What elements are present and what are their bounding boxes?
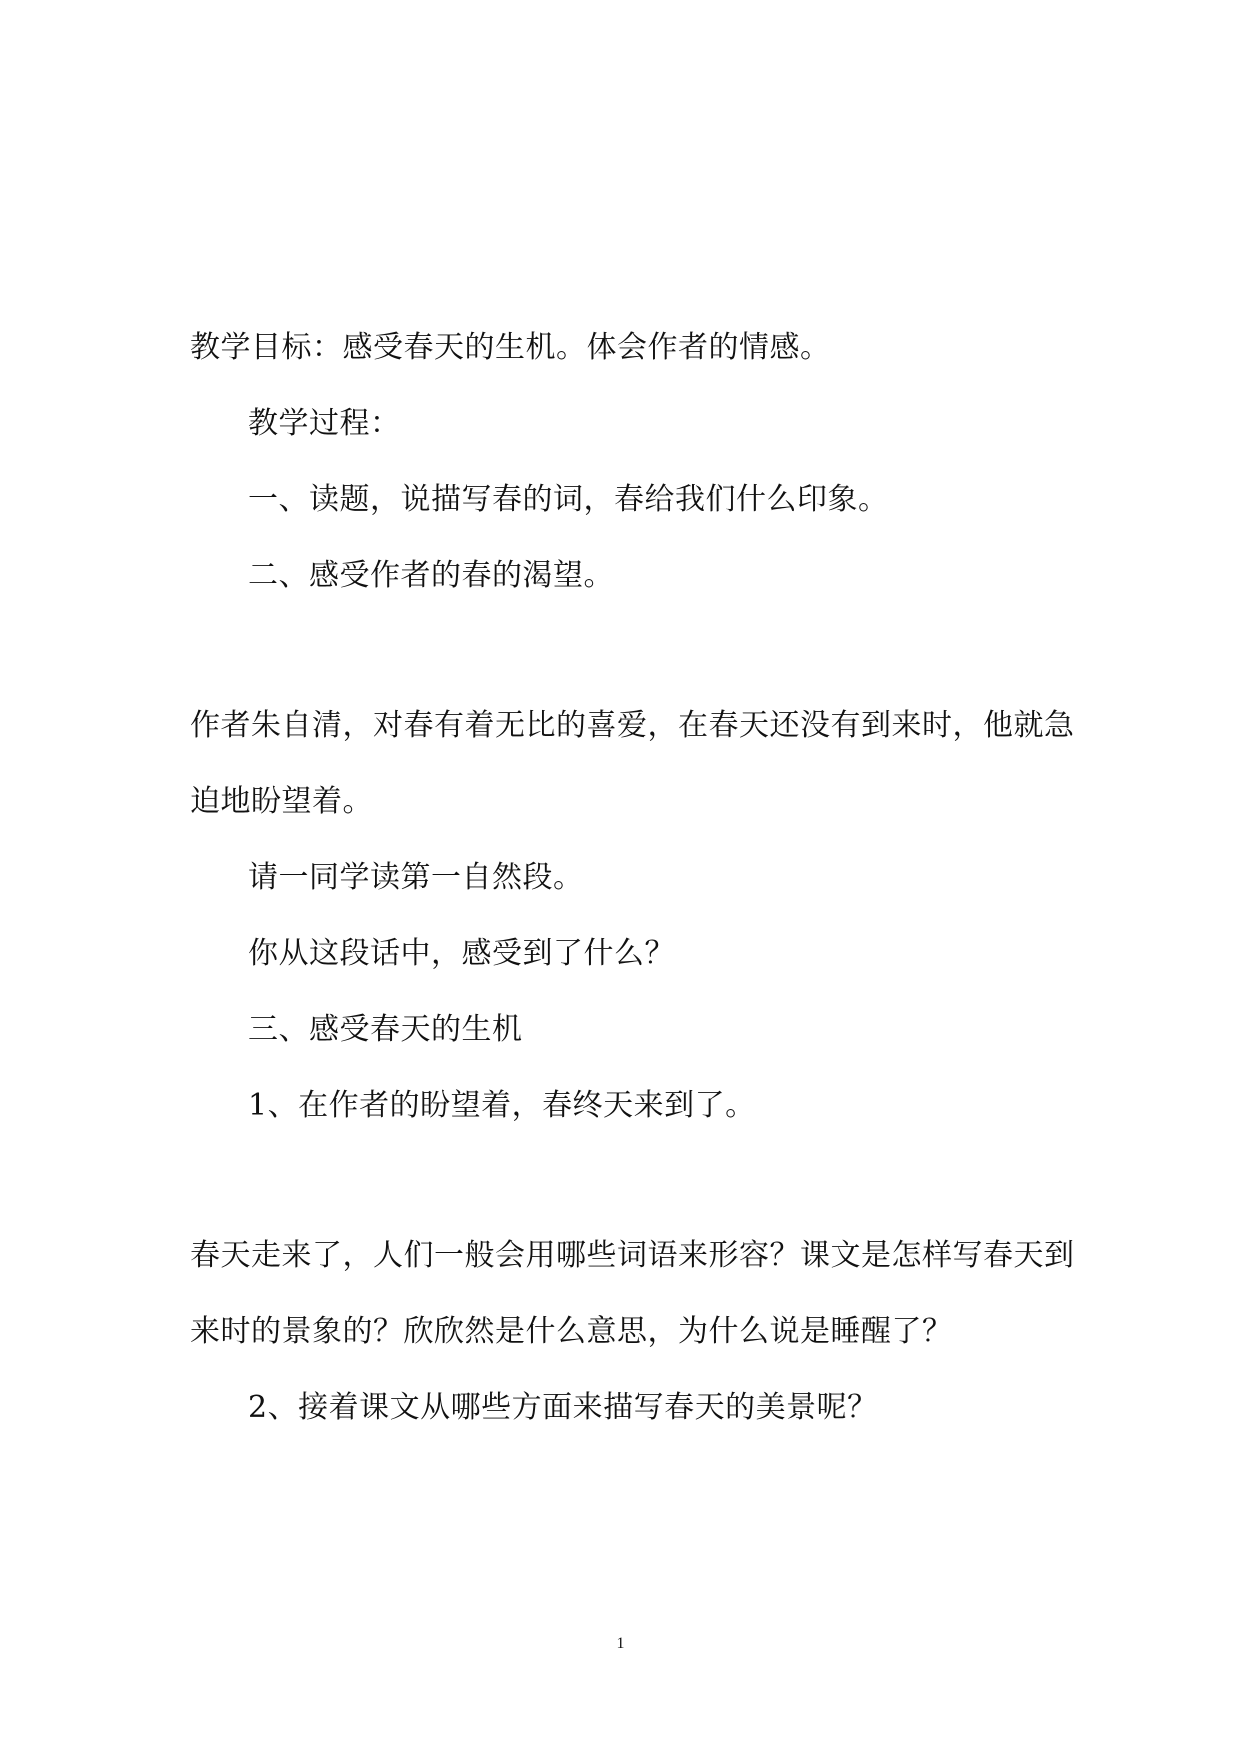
point-one-line: 1、在作者的盼望着，春终天来到了。 xyxy=(248,1088,756,1123)
paragraph-author-line-1: 作者朱自清，对春有着无比的喜爱，在春天还没有到来时，他就急 xyxy=(190,708,1075,743)
section-two-line: 二、感受作者的春的渴望。 xyxy=(248,558,614,593)
page-number: 1 xyxy=(616,1635,625,1652)
teaching-goal-line: 教学目标：感受春天的生机。体会作者的情感。 xyxy=(190,330,831,365)
reading-instruction-line: 请一同学读第一自然段。 xyxy=(248,860,584,895)
teaching-process-heading: 教学过程： xyxy=(248,406,401,441)
section-three-line: 三、感受春天的生机 xyxy=(248,1012,523,1047)
paragraph-spring-line-1: 春天走来了，人们一般会用哪些词语来形容？课文是怎样写春天到 xyxy=(190,1238,1075,1273)
paragraph-spring-line-2: 来时的景象的？欣欣然是什么意思，为什么说是睡醒了？ xyxy=(190,1314,953,1349)
question-line: 你从这段话中，感受到了什么？ xyxy=(248,936,675,971)
section-one-line: 一、读题，说描写春的词，春给我们什么印象。 xyxy=(248,482,889,517)
point-two-line: 2、接着课文从哪些方面来描写春天的美景呢？ xyxy=(248,1390,878,1425)
paragraph-author-line-2: 迫地盼望着。 xyxy=(190,784,373,819)
